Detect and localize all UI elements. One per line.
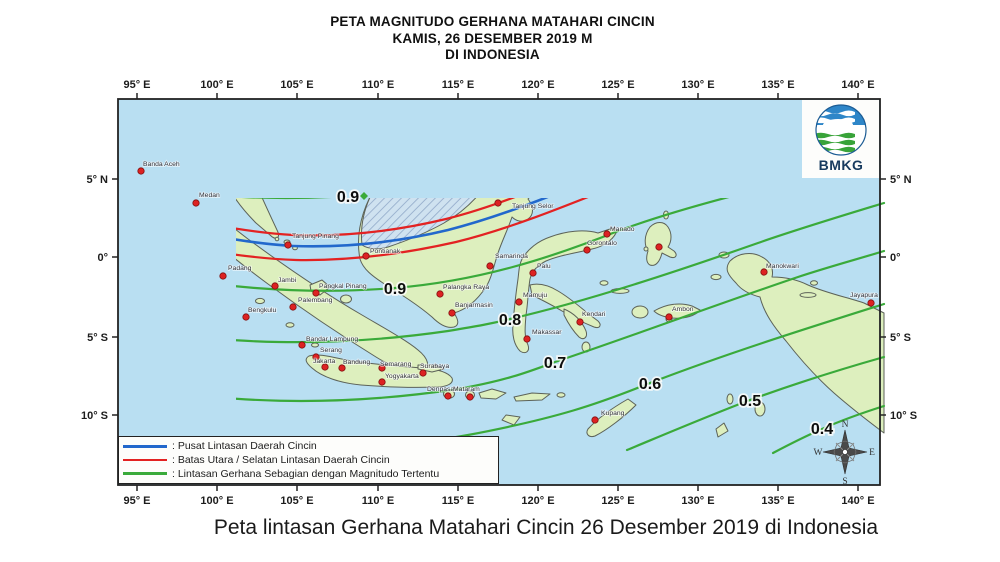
magnitude-value-label: 0.4 bbox=[810, 421, 834, 438]
city-dot bbox=[487, 263, 493, 269]
top-axis-tick-label: 135° E bbox=[761, 79, 795, 91]
city-label: Tanjung Selor bbox=[512, 203, 554, 210]
island-misool bbox=[711, 274, 721, 279]
top-axis-tick-label: 120° E bbox=[521, 79, 555, 91]
city-dot bbox=[363, 253, 369, 259]
island-singapore bbox=[275, 237, 279, 241]
top-axis-tick-label: 95° E bbox=[123, 79, 151, 91]
city-dot bbox=[656, 244, 662, 250]
city-label: Palembang bbox=[298, 297, 333, 304]
city-label: Medan bbox=[199, 192, 220, 199]
top-axis-tick-label: 125° E bbox=[601, 79, 635, 91]
island-buru bbox=[632, 306, 648, 318]
legend-label: : Pusat Lintasan Daerah Cincin bbox=[172, 440, 317, 453]
city-label: Tanjung Pinang bbox=[292, 233, 339, 240]
map-legend bbox=[118, 436, 499, 484]
city-dot bbox=[220, 273, 226, 279]
city-label: Pangkal Pinang bbox=[319, 283, 367, 290]
right-axis-tick-label: 5° S bbox=[890, 332, 911, 344]
right-axis-tick-label: 5° N bbox=[890, 174, 912, 186]
city-label: Semarang bbox=[380, 361, 412, 368]
top-axis-tick-label: 130° E bbox=[681, 79, 715, 91]
compass-south-label: S bbox=[842, 477, 848, 487]
city-dot bbox=[138, 168, 144, 174]
city-dot bbox=[584, 247, 590, 253]
top-axis-tick-label: 115° E bbox=[441, 79, 475, 91]
city-label: Banjarmasin bbox=[455, 302, 493, 309]
magnitude-value-label: 0.9 bbox=[336, 189, 360, 206]
island-chain bbox=[312, 343, 319, 347]
magnitude-value-label: 0.8 bbox=[498, 312, 522, 329]
title-line-1: PETA MAGNITUDO GERHANA MATAHARI CINCIN bbox=[330, 14, 655, 29]
city-label: Banda Aceh bbox=[143, 161, 180, 168]
magnitude-value-label: 0.7 bbox=[543, 355, 567, 372]
island-belitung bbox=[341, 295, 352, 303]
bottom-axis-tick-label: 135° E bbox=[761, 495, 795, 507]
legend-row-limit-line bbox=[123, 454, 494, 467]
city-label: Ambon bbox=[672, 306, 694, 313]
city-label: Yogyakarta bbox=[385, 373, 419, 380]
bmkg-logo bbox=[802, 100, 879, 178]
right-axis-tick-label: 10° S bbox=[890, 410, 918, 422]
map-caption: Peta lintasan Gerhana Matahari Cincin 26 Desember 2019 di Indonesia bbox=[213, 516, 879, 539]
compass-hub bbox=[842, 449, 847, 454]
city-dot bbox=[467, 394, 473, 400]
island-yapen bbox=[800, 293, 816, 298]
island-alor bbox=[557, 393, 565, 397]
magnitude-value-label: 0.5 bbox=[738, 393, 762, 410]
city-label: Manado bbox=[610, 226, 635, 233]
city-label: Bengkulu bbox=[248, 307, 277, 314]
city-label: Bandung bbox=[343, 359, 371, 366]
city-label: Kendari bbox=[582, 311, 606, 318]
green-line-swatch bbox=[123, 472, 167, 475]
city-dot bbox=[285, 242, 291, 248]
compass-west-label: W bbox=[813, 448, 823, 458]
city-label: Mataram bbox=[453, 386, 480, 393]
city-dot bbox=[193, 200, 199, 206]
left-axis-tick-label: 5° N bbox=[86, 174, 108, 186]
city-label: Palangka Raya bbox=[443, 284, 490, 291]
top-axis-tick-label: 100° E bbox=[200, 79, 234, 91]
city-dot bbox=[243, 314, 249, 320]
bmkg-logo-text: BMKG bbox=[818, 157, 864, 173]
title-line-3: DI INDONESIA bbox=[445, 47, 540, 62]
island-biak bbox=[811, 281, 818, 285]
island-banggai bbox=[600, 281, 608, 285]
city-dot bbox=[313, 290, 319, 296]
city-label: Padang bbox=[228, 265, 252, 272]
city-label: Manokwari bbox=[766, 263, 799, 270]
city-label: Mamuju bbox=[523, 292, 548, 299]
bottom-axis-tick-label: 125° E bbox=[601, 495, 635, 507]
city-dot bbox=[868, 300, 874, 306]
city-dot bbox=[437, 291, 443, 297]
city-dot bbox=[530, 270, 536, 276]
city-label: Surabaya bbox=[420, 363, 450, 370]
city-label: Makassar bbox=[532, 329, 562, 336]
bottom-axis-tick-label: 110° E bbox=[361, 495, 395, 507]
city-dot bbox=[449, 310, 455, 316]
city-label: Denpasar bbox=[427, 386, 457, 393]
bottom-axis-tick-label: 140° E bbox=[841, 495, 875, 507]
magnitude-value-label: 0.9 bbox=[383, 281, 407, 298]
city-label: Jakarta bbox=[313, 358, 336, 365]
city-label: Jayapura bbox=[850, 292, 878, 299]
city-dot bbox=[524, 336, 530, 342]
legend-row-central-line bbox=[123, 440, 494, 453]
city-label: Palu bbox=[537, 263, 551, 270]
city-dot bbox=[516, 299, 522, 305]
city-dot bbox=[666, 314, 672, 320]
title-line-2: KAMIS, 26 DESEMBER 2019 M bbox=[392, 30, 593, 46]
bottom-axis-tick-label: 95° E bbox=[123, 495, 151, 507]
city-dot bbox=[445, 393, 451, 399]
legend-row-magnitude-line bbox=[123, 467, 494, 480]
red-line-swatch bbox=[123, 459, 167, 462]
island-chain bbox=[256, 298, 265, 303]
city-dot bbox=[495, 200, 501, 206]
city-label: Samarinda bbox=[495, 253, 528, 260]
blue-line-swatch bbox=[123, 445, 167, 448]
city-dot bbox=[592, 417, 598, 423]
left-axis-tick-label: 5° S bbox=[87, 332, 108, 344]
city-dot bbox=[420, 370, 426, 376]
bottom-axis-tick-label: 120° E bbox=[521, 495, 555, 507]
bottom-axis-tick-label: 100° E bbox=[200, 495, 234, 507]
island-ternate bbox=[644, 247, 648, 251]
compass-north-label: N bbox=[841, 420, 849, 430]
island-chain bbox=[286, 323, 294, 327]
bottom-axis-tick-label: 115° E bbox=[441, 495, 475, 507]
city-label: Jambi bbox=[278, 277, 297, 284]
city-dot bbox=[290, 304, 296, 310]
city-label: Pontianak bbox=[370, 248, 401, 255]
city-label: Serang bbox=[320, 347, 342, 354]
city-label: Kupang bbox=[601, 410, 625, 417]
left-axis-tick-label: 10° S bbox=[80, 410, 108, 422]
right-axis-tick-label: 0° bbox=[890, 252, 901, 264]
city-dot bbox=[299, 342, 305, 348]
top-axis-tick-label: 140° E bbox=[841, 79, 875, 91]
top-axis-tick-label: 110° E bbox=[361, 79, 395, 91]
city-dot bbox=[577, 319, 583, 325]
bottom-axis-tick-label: 130° E bbox=[681, 495, 715, 507]
city-label: Gorontalo bbox=[587, 240, 617, 247]
legend-label: : Lintasan Gerhana Sebagian dengan Magnitudo Tertentu bbox=[172, 467, 440, 480]
compass-east-label: E bbox=[869, 448, 875, 458]
legend-label: : Batas Utara / Selatan Lintasan Daerah Cincin bbox=[172, 454, 390, 466]
top-axis-tick-label: 105° E bbox=[280, 79, 314, 91]
city-label: Bandar Lampung bbox=[306, 336, 359, 343]
island-kei bbox=[727, 394, 733, 404]
bottom-axis-tick-label: 105° E bbox=[280, 495, 314, 507]
magnitude-value-label: 0.6 bbox=[638, 376, 662, 393]
left-axis-tick-label: 0° bbox=[97, 252, 108, 264]
